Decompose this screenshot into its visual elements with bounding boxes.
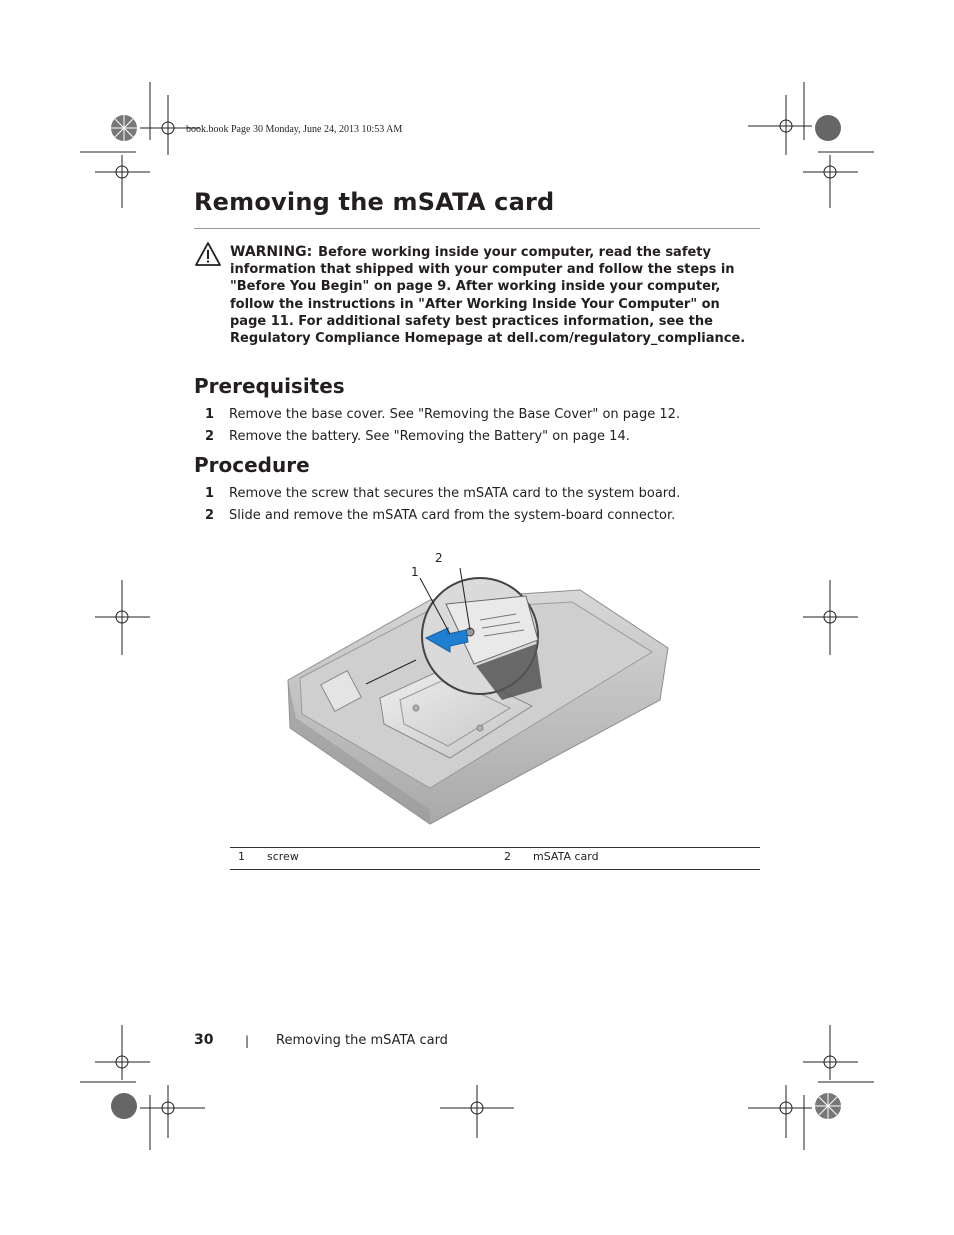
page-title: Removing the mSATA card	[194, 188, 555, 216]
warning-label: WARNING:	[230, 244, 313, 260]
legend-label-1: screw	[267, 850, 299, 863]
page-number: 30	[194, 1032, 214, 1048]
prerequisite-step: 2 Remove the battery. See "Removing the Battery" on page 14.	[204, 429, 630, 444]
prerequisite-step: 1 Remove the base cover. See "Removing the Base Cover" on page 12.	[204, 407, 681, 422]
legend-rule-bottom	[230, 869, 760, 870]
callout-1: 1	[411, 565, 419, 579]
procedure-step: 1 Remove the screw that secures the mSATA card to the system board.	[204, 486, 681, 501]
print-slug: book.book Page 30 Monday, June 24, 2013 10:53 AM	[186, 124, 403, 135]
warning-block	[230, 244, 760, 347]
footer-separator: |	[245, 1034, 250, 1048]
legend-rule-top	[230, 847, 760, 848]
title-rule	[194, 228, 760, 229]
legend-num-1: 1	[238, 850, 245, 863]
prerequisites-heading: Prerequisites	[194, 374, 345, 398]
footer-chapter-title: Removing the mSATA card	[276, 1033, 448, 1048]
procedure-step: 2 Slide and remove the mSATA card from the system-board connector.	[204, 508, 676, 523]
warning-text: Before working inside your computer, read the safety information that shipped with your computer and follow the steps in "Before You Begin" on page 9. After working inside your computer, follow the instructions in "After Working Inside Your Computer" on page 11. For additional safety best practices information, see the Regulatory Compliance Homepage at dell.com/regulatory_compliance.	[230, 245, 746, 347]
msata-removal-illustration	[280, 548, 680, 832]
legend-num-2: 2	[504, 850, 511, 863]
legend-label-2: mSATA card	[533, 850, 599, 863]
warning-icon	[194, 241, 222, 267]
callout-2: 2	[435, 551, 443, 565]
procedure-heading: Procedure	[194, 453, 310, 477]
